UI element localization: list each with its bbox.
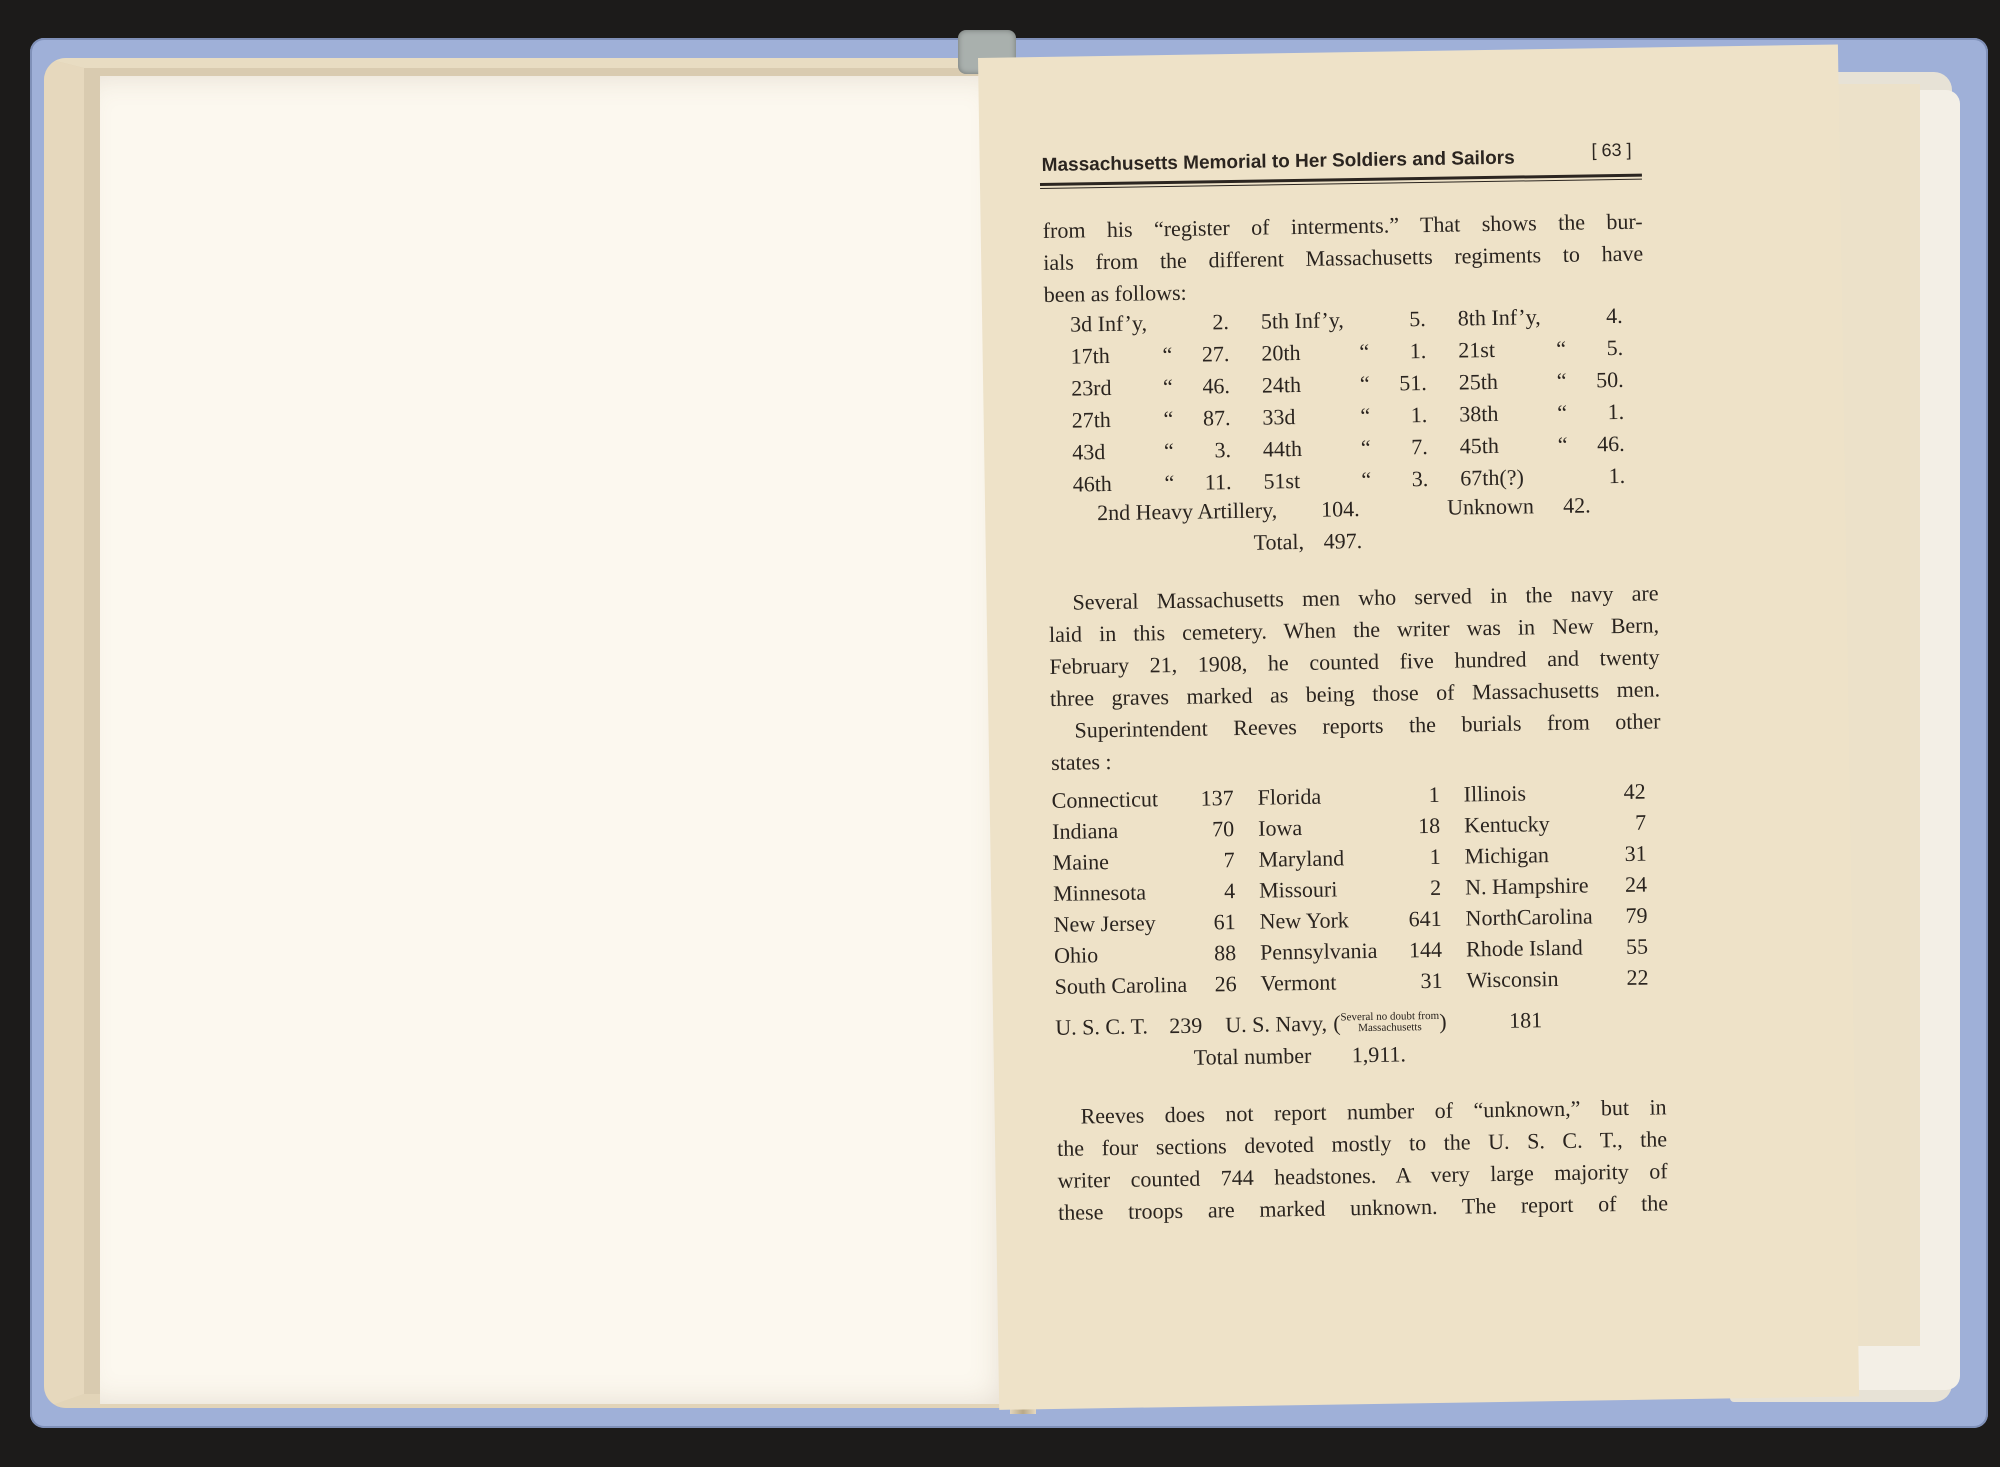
state-burial-count: 7 (1223, 846, 1235, 872)
regiment-name: 27th (1071, 406, 1112, 433)
state-burial-count: 79 (1625, 902, 1648, 928)
right-page (978, 44, 1859, 1409)
burial-count: 51. (1399, 369, 1428, 396)
ditto-mark: “ (1162, 373, 1174, 400)
state-burial-count: 24 (1624, 871, 1648, 897)
text-line: writer counted 744 headstones. A very large majority of (1057, 1158, 1668, 1193)
artillery-label: 2nd Heavy Artillery, (1096, 497, 1278, 526)
paragraph-unknown (1056, 1091, 1668, 1229)
text-line: Superintendent Reeves reports the burials from other (1074, 708, 1661, 743)
ditto-mark (1540, 301, 1580, 334)
text-line: from his “register of interments.” That shows the bur- (1042, 208, 1643, 244)
ditto-mark (1147, 307, 1187, 340)
state-name: Michigan (1464, 841, 1550, 868)
state-name: Rhode Island (1465, 934, 1583, 961)
state-burial-count: 42 (1623, 778, 1646, 804)
state-name: New Jersey (1053, 909, 1156, 937)
state-burial-count: 7 (1634, 809, 1647, 835)
state-burial-count: 22 (1626, 964, 1649, 990)
text-line: February 21, 1908, he counted five hundred and twenty (1049, 644, 1660, 679)
state-name: Pennsylvania (1259, 937, 1378, 965)
text-line: these troops are marked unknown. The report of the (1057, 1190, 1669, 1225)
regiment-name: 8th Inf’y, (1457, 304, 1541, 331)
ditto-mark: “ (1163, 405, 1174, 432)
regiment-name: 25th (1458, 368, 1499, 395)
left-page-blank (100, 76, 1018, 1404)
paragraph-navy (1048, 577, 1661, 779)
ditto-mark: “ (1360, 434, 1371, 461)
burial-count: 46. (1596, 430, 1625, 457)
ditto-mark: “ (1162, 341, 1173, 368)
ditto-mark: “ (1359, 338, 1370, 365)
state-name: Iowa (1257, 814, 1303, 841)
regiment-burials-table (1070, 299, 1657, 500)
state-name: Minnesota (1052, 878, 1147, 906)
ditto-mark: “ (1360, 402, 1371, 429)
ditto-mark (1543, 461, 1583, 494)
text-line: Reeves does not report number of “unknown,” but in (1080, 1094, 1667, 1129)
regiment-name: 20th (1261, 339, 1301, 366)
usct-label: U. S. C. T. (1055, 1013, 1149, 1040)
regiment-name: 21st (1458, 336, 1496, 363)
state-burial-count: 144 (1408, 936, 1443, 962)
usct-value: 239 (1169, 1012, 1203, 1039)
state-name: Kentucky (1463, 810, 1550, 837)
ditto-mark: “ (1164, 469, 1175, 496)
text-line: laid in this cemetery. When the writer was in New Bern, (1048, 612, 1660, 647)
burial-count: 27. (1201, 341, 1230, 367)
regiment-name: 38th (1459, 400, 1499, 427)
regiment-name: 45th (1459, 432, 1500, 459)
state-name: Maryland (1258, 844, 1345, 872)
navy-note: (Several no doubt from Massachusetts ) (1333, 1008, 1447, 1036)
ditto-mark: “ (1557, 399, 1568, 425)
ditto-mark (1344, 304, 1384, 337)
ditto-mark: “ (1557, 431, 1568, 457)
state-name: NorthCarolina (1465, 902, 1593, 930)
state-name: South Carolina (1054, 971, 1188, 999)
regiment-name: 23rd (1070, 374, 1112, 401)
burial-count: 11. (1204, 469, 1232, 495)
state-name: Illinois (1463, 779, 1527, 806)
state-name: Florida (1257, 783, 1322, 810)
state-name: Vermont (1260, 968, 1337, 996)
navy-label: U. S. Navy, (1225, 1010, 1328, 1038)
text-line: Several Massachusetts men who served in the navy are (1072, 580, 1659, 615)
regiment-name: 67th(?) (1460, 464, 1525, 491)
artillery-value: 104. (1320, 496, 1360, 522)
state-burial-count: 641 (1408, 905, 1442, 931)
states-total-label: Total number (1193, 1042, 1312, 1070)
navy-value: 181 (1508, 1007, 1543, 1033)
burial-count: 50. (1595, 366, 1624, 393)
burial-count: 1. (1409, 337, 1427, 364)
states-total-value: 1,911. (1351, 1041, 1407, 1068)
state-burial-count: 137 (1200, 784, 1234, 811)
state-burial-count: 2 (1429, 874, 1442, 900)
ditto-mark: “ (1359, 370, 1370, 397)
regiment-name: 51st (1263, 467, 1301, 494)
burial-count: 3. (1214, 437, 1232, 463)
burial-count: 2. (1212, 309, 1230, 335)
state-burials-table (1051, 775, 1672, 1002)
state-burial-count: 61 (1213, 908, 1236, 934)
state-burial-count: 26 (1214, 970, 1237, 996)
state-burial-count: 4 (1223, 877, 1236, 903)
unknown-value: 42. (1562, 492, 1591, 518)
text-line: been as follows: (1043, 279, 1187, 307)
state-name: Ohio (1053, 941, 1099, 968)
state-name: Missouri (1258, 875, 1338, 903)
regiment-name: 5th Inf’y, (1260, 307, 1345, 334)
state-burial-count: 1 (1429, 843, 1441, 869)
state-name: N. Hampshire (1464, 872, 1589, 899)
burial-count: 87. (1202, 405, 1231, 431)
state-name: Connecticut (1051, 785, 1159, 813)
regiment-total-label: Total, (1253, 528, 1305, 555)
regiment-name: 3d Inf’y, (1069, 310, 1148, 337)
text-line: ials from the different Massachusetts regiments to have (1043, 240, 1644, 275)
text-line: the four sections devoted mostly to the U. S. C. T., the (1056, 1126, 1668, 1161)
burial-count: 5. (1606, 334, 1624, 361)
burial-count: 46. (1202, 373, 1231, 399)
running-head: Massachusetts Memorial to Her Soldiers and Sailors (1041, 147, 1515, 177)
state-burial-count: 70 (1211, 815, 1235, 841)
regiment-name: 46th (1072, 470, 1113, 497)
burial-count: 1. (1607, 398, 1625, 425)
regiment-total-value: 497. (1323, 528, 1363, 554)
state-burial-count: 55 (1625, 933, 1649, 959)
regiment-name: 33d (1262, 404, 1296, 430)
state-name: New York (1259, 906, 1350, 934)
state-burial-count: 88 (1213, 939, 1237, 965)
burial-count: 4. (1605, 302, 1623, 329)
text-line: three graves marked as being those of Massachusetts men. (1049, 676, 1661, 711)
ditto-mark: “ (1163, 437, 1175, 464)
state-burial-count: 31 (1420, 967, 1443, 993)
ditto-mark: “ (1361, 466, 1372, 493)
regiment-name: 24th (1261, 371, 1302, 398)
state-name: Indiana (1051, 817, 1119, 844)
state-name: Maine (1052, 848, 1110, 875)
burial-count: 5. (1409, 305, 1426, 332)
regiment-name: 43d (1072, 439, 1106, 465)
ditto-mark: “ (1556, 335, 1567, 361)
regiment-name: 17th (1070, 342, 1111, 369)
ditto-mark: “ (1556, 367, 1567, 393)
state-burial-count: 31 (1624, 840, 1647, 866)
state-name: Wisconsin (1466, 965, 1559, 992)
paragraph-intro (1042, 206, 1643, 311)
burial-count: 1. (1608, 462, 1626, 489)
page-number: [ 63 ] (1591, 139, 1632, 161)
regiment-name: 44th (1262, 435, 1303, 462)
burial-count: 1. (1410, 401, 1428, 428)
text-line: states : (1050, 748, 1112, 775)
state-burial-count: 18 (1417, 812, 1441, 838)
unknown-label: Unknown (1446, 493, 1535, 520)
state-burial-count: 1 (1428, 781, 1440, 807)
burial-count: 7. (1411, 433, 1429, 460)
burial-count: 3. (1411, 465, 1429, 492)
